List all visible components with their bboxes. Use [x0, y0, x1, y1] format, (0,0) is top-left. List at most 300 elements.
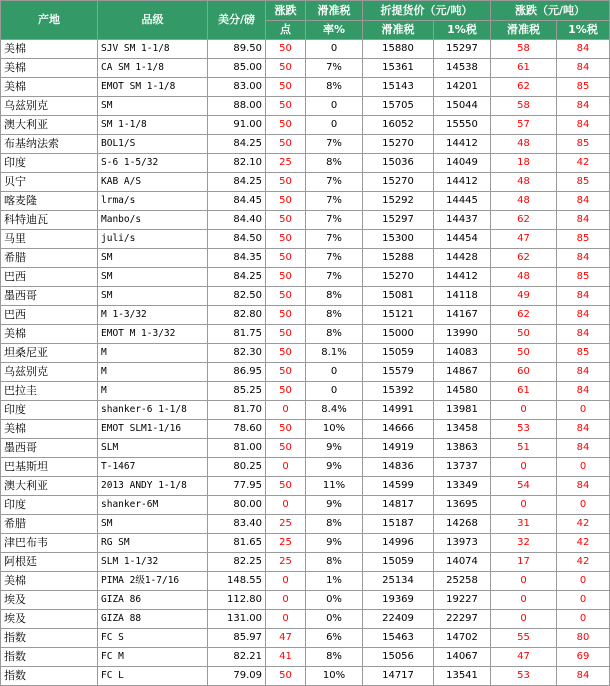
cell-quota-change: 61 — [491, 59, 557, 78]
cell-change-points: 50 — [266, 287, 306, 306]
cell-1pct-change: 84 — [557, 97, 610, 116]
cell-quota-price: 14599 — [363, 477, 434, 496]
table-row — [1, 211, 610, 230]
cell-origin: 科特迪瓦 — [1, 211, 98, 230]
cell-quota-rate: 8% — [306, 515, 363, 534]
cell-quota-price: 14836 — [363, 458, 434, 477]
cell-price: 84.25 — [208, 135, 266, 154]
cell-grade: SM — [98, 287, 208, 306]
cell-change-points: 25 — [266, 534, 306, 553]
table-row — [1, 667, 610, 686]
cell-quota-change: 32 — [491, 534, 557, 553]
cell-1pct-price: 14445 — [434, 192, 491, 211]
cell-1pct-change: 42 — [557, 553, 610, 572]
cell-change-points: 50 — [266, 78, 306, 97]
cell-1pct-change: 84 — [557, 249, 610, 268]
cell-quota-price: 15059 — [363, 553, 434, 572]
cell-origin: 美棉 — [1, 420, 98, 439]
cell-origin: 美棉 — [1, 59, 98, 78]
cell-quota-price: 15000 — [363, 325, 434, 344]
cell-price: 82.80 — [208, 306, 266, 325]
cell-1pct-change: 85 — [557, 268, 610, 287]
cell-1pct-price: 13695 — [434, 496, 491, 515]
cell-quota-rate: 8% — [306, 325, 363, 344]
cell-quota-rate: 8.4% — [306, 401, 363, 420]
cell-quota-change: 51 — [491, 439, 557, 458]
cell-price: 112.80 — [208, 591, 266, 610]
cell-1pct-price: 19227 — [434, 591, 491, 610]
cell-quota-price: 15121 — [363, 306, 434, 325]
cell-quota-rate: 7% — [306, 230, 363, 249]
cell-quota-change: 0 — [491, 496, 557, 515]
cell-quota-change: 49 — [491, 287, 557, 306]
cell-origin: 巴基斯坦 — [1, 458, 98, 477]
cell-quota-price: 16052 — [363, 116, 434, 135]
cell-quota-change: 0 — [491, 401, 557, 420]
cell-grade: SLM — [98, 439, 208, 458]
cell-1pct-change: 84 — [557, 192, 610, 211]
cell-change-points: 50 — [266, 249, 306, 268]
cell-quota-rate: 0 — [306, 40, 363, 59]
cell-grade: M — [98, 363, 208, 382]
cell-quota-rate: 1% — [306, 572, 363, 591]
cell-grade: SM — [98, 515, 208, 534]
table-row — [1, 230, 610, 249]
cell-grade: M — [98, 344, 208, 363]
cell-change-points: 0 — [266, 458, 306, 477]
cell-price: 91.00 — [208, 116, 266, 135]
cell-quota-change: 48 — [491, 192, 557, 211]
cell-quota-change: 31 — [491, 515, 557, 534]
cell-1pct-price: 14067 — [434, 648, 491, 667]
table-row — [1, 59, 610, 78]
cell-1pct-change: 84 — [557, 420, 610, 439]
cell-change-points: 0 — [266, 610, 306, 629]
table-row — [1, 306, 610, 325]
cell-quota-price: 15297 — [363, 211, 434, 230]
cell-quota-rate: 9% — [306, 439, 363, 458]
cell-quota-price: 15270 — [363, 173, 434, 192]
cell-origin: 美棉 — [1, 40, 98, 59]
table-row — [1, 97, 610, 116]
cell-origin: 澳大利亚 — [1, 477, 98, 496]
cell-price: 88.00 — [208, 97, 266, 116]
cell-grade: SM 1-1/8 — [98, 116, 208, 135]
cell-change-points: 50 — [266, 97, 306, 116]
cell-origin: 美棉 — [1, 572, 98, 591]
cell-quota-change: 0 — [491, 572, 557, 591]
cell-1pct-price: 14454 — [434, 230, 491, 249]
cell-origin: 马里 — [1, 230, 98, 249]
cell-origin: 埃及 — [1, 610, 98, 629]
cell-grade: SLM 1-1/32 — [98, 553, 208, 572]
cell-change-points: 50 — [266, 382, 306, 401]
cell-origin: 指数 — [1, 648, 98, 667]
cell-quota-rate: 7% — [306, 268, 363, 287]
cell-quota-rate: 8% — [306, 306, 363, 325]
table-row — [1, 648, 610, 667]
cell-1pct-price: 13737 — [434, 458, 491, 477]
cell-1pct-price: 13990 — [434, 325, 491, 344]
cell-quota-price: 15036 — [363, 154, 434, 173]
header-origin: 产地 — [1, 1, 98, 40]
cell-quota-rate: 9% — [306, 496, 363, 515]
cell-quota-rate: 7% — [306, 192, 363, 211]
cell-1pct-price: 22297 — [434, 610, 491, 629]
cell-1pct-price: 14074 — [434, 553, 491, 572]
cell-grade: 2013 ANDY 1-1/8 — [98, 477, 208, 496]
cell-price: 81.75 — [208, 325, 266, 344]
cell-quota-price: 14817 — [363, 496, 434, 515]
cell-1pct-price: 15297 — [434, 40, 491, 59]
cell-grade: SM — [98, 97, 208, 116]
cell-origin: 印度 — [1, 496, 98, 515]
cell-quota-price: 14991 — [363, 401, 434, 420]
table-row — [1, 591, 610, 610]
cell-origin: 希腊 — [1, 249, 98, 268]
cell-change-points: 50 — [266, 230, 306, 249]
cell-1pct-change: 84 — [557, 382, 610, 401]
cell-quota-rate: 0% — [306, 591, 363, 610]
table-row — [1, 154, 610, 173]
cell-quota-change: 58 — [491, 97, 557, 116]
cell-quota-change: 0 — [491, 610, 557, 629]
cell-origin: 巴西 — [1, 268, 98, 287]
cell-quota-change: 60 — [491, 363, 557, 382]
cell-quota-price: 15705 — [363, 97, 434, 116]
table-row — [1, 420, 610, 439]
cell-grade: GIZA 86 — [98, 591, 208, 610]
cell-quota-price: 15288 — [363, 249, 434, 268]
cell-quota-change: 48 — [491, 268, 557, 287]
table-header — [1, 1, 610, 40]
cell-quota-rate: 10% — [306, 420, 363, 439]
cell-1pct-price: 14167 — [434, 306, 491, 325]
cell-quota-change: 18 — [491, 154, 557, 173]
cell-grade: KAB A/S — [98, 173, 208, 192]
cell-1pct-price: 14201 — [434, 78, 491, 97]
cell-quota-rate: 7% — [306, 173, 363, 192]
cell-origin: 乌兹别克 — [1, 97, 98, 116]
cell-1pct-change: 84 — [557, 477, 610, 496]
cell-quota-change: 62 — [491, 78, 557, 97]
cell-change-points: 25 — [266, 553, 306, 572]
cell-1pct-price: 14428 — [434, 249, 491, 268]
cell-price: 84.25 — [208, 173, 266, 192]
cell-quota-price: 15270 — [363, 135, 434, 154]
cell-quota-price: 15059 — [363, 344, 434, 363]
cell-grade: M 1-3/32 — [98, 306, 208, 325]
cell-grade: EMOT SLM1-1/16 — [98, 420, 208, 439]
cell-1pct-price: 14867 — [434, 363, 491, 382]
cell-1pct-price: 13981 — [434, 401, 491, 420]
cell-quota-rate: 8% — [306, 553, 363, 572]
cell-change-points: 25 — [266, 515, 306, 534]
cell-price: 82.25 — [208, 553, 266, 572]
cell-1pct-price: 14412 — [434, 268, 491, 287]
cell-1pct-price: 14083 — [434, 344, 491, 363]
cell-quota-price: 15392 — [363, 382, 434, 401]
cell-1pct-price: 14538 — [434, 59, 491, 78]
cell-origin: 乌兹别克 — [1, 363, 98, 382]
cell-1pct-change: 84 — [557, 363, 610, 382]
cell-grade: CA SM 1-1/8 — [98, 59, 208, 78]
cell-quota-rate: 7% — [306, 211, 363, 230]
cell-price: 80.00 — [208, 496, 266, 515]
table-row — [1, 192, 610, 211]
cell-change-points: 50 — [266, 363, 306, 382]
cell-1pct-change: 69 — [557, 648, 610, 667]
cell-quota-price: 14717 — [363, 667, 434, 686]
cell-origin: 墨西哥 — [1, 439, 98, 458]
cell-1pct-price: 14437 — [434, 211, 491, 230]
cell-change-points: 50 — [266, 420, 306, 439]
cell-quota-change: 55 — [491, 629, 557, 648]
cell-change-points: 50 — [266, 211, 306, 230]
cell-grade: PIMA 2级1-7/16 — [98, 572, 208, 591]
cell-1pct-change: 42 — [557, 515, 610, 534]
cell-change-points: 50 — [266, 477, 306, 496]
cell-grade: BOL1/S — [98, 135, 208, 154]
table-row — [1, 572, 610, 591]
cell-grade: shanker-6 1-1/8 — [98, 401, 208, 420]
cell-1pct-price: 15044 — [434, 97, 491, 116]
cell-grade: lrma/s — [98, 192, 208, 211]
table-row — [1, 553, 610, 572]
header-price: 美分/磅 — [208, 1, 266, 40]
cell-change-points: 50 — [266, 268, 306, 287]
table-row — [1, 515, 610, 534]
cell-quota-price: 15579 — [363, 363, 434, 382]
cell-price: 84.35 — [208, 249, 266, 268]
cell-origin: 埃及 — [1, 591, 98, 610]
cell-quota-change: 50 — [491, 344, 557, 363]
cell-price: 83.00 — [208, 78, 266, 97]
cell-quota-price: 15300 — [363, 230, 434, 249]
cell-change-points: 0 — [266, 572, 306, 591]
cell-origin: 贝宁 — [1, 173, 98, 192]
cell-1pct-price: 13541 — [434, 667, 491, 686]
cell-1pct-change: 42 — [557, 154, 610, 173]
cell-quota-price: 15361 — [363, 59, 434, 78]
cell-1pct-change: 0 — [557, 458, 610, 477]
table-row — [1, 363, 610, 382]
cell-1pct-change: 80 — [557, 629, 610, 648]
cell-change-points: 0 — [266, 591, 306, 610]
cell-quota-price: 15081 — [363, 287, 434, 306]
cell-change-points: 50 — [266, 40, 306, 59]
cell-price: 89.50 — [208, 40, 266, 59]
cell-quota-price: 15463 — [363, 629, 434, 648]
cell-1pct-change: 85 — [557, 78, 610, 97]
cell-quota-rate: 10% — [306, 667, 363, 686]
cell-change-points: 50 — [266, 173, 306, 192]
cell-1pct-price: 14268 — [434, 515, 491, 534]
cell-1pct-price: 14049 — [434, 154, 491, 173]
cell-quota-price: 15270 — [363, 268, 434, 287]
cell-change-points: 50 — [266, 135, 306, 154]
cell-grade: SJV SM 1-1/8 — [98, 40, 208, 59]
cell-quota-rate: 9% — [306, 534, 363, 553]
table-row — [1, 629, 610, 648]
cell-price: 131.00 — [208, 610, 266, 629]
cell-price: 81.70 — [208, 401, 266, 420]
cell-grade: M — [98, 382, 208, 401]
cell-price: 82.10 — [208, 154, 266, 173]
cell-price: 82.21 — [208, 648, 266, 667]
cell-grade: Manbo/s — [98, 211, 208, 230]
cell-1pct-change: 84 — [557, 439, 610, 458]
cell-quota-change: 47 — [491, 230, 557, 249]
cell-quota-price: 19369 — [363, 591, 434, 610]
cell-1pct-change: 0 — [557, 610, 610, 629]
cell-change-points: 50 — [266, 192, 306, 211]
cell-change-points: 25 — [266, 154, 306, 173]
cell-price: 77.95 — [208, 477, 266, 496]
cell-grade: FC M — [98, 648, 208, 667]
cell-price: 82.50 — [208, 287, 266, 306]
cell-price: 85.00 — [208, 59, 266, 78]
cell-1pct-price: 13458 — [434, 420, 491, 439]
table-row — [1, 268, 610, 287]
table-row — [1, 173, 610, 192]
cell-origin: 指数 — [1, 667, 98, 686]
header-sub-1pct-change: 1%税 — [557, 21, 610, 40]
header-change: 涨跌 — [266, 1, 306, 21]
cell-1pct-change: 85 — [557, 135, 610, 154]
cell-1pct-price: 13349 — [434, 477, 491, 496]
cell-1pct-change: 0 — [557, 496, 610, 515]
cell-1pct-price: 14412 — [434, 135, 491, 154]
cell-price: 83.40 — [208, 515, 266, 534]
cell-quota-rate: 6% — [306, 629, 363, 648]
cell-1pct-change: 84 — [557, 40, 610, 59]
cell-1pct-change: 84 — [557, 287, 610, 306]
cell-quota-rate: 9% — [306, 458, 363, 477]
table-row — [1, 610, 610, 629]
cell-1pct-change: 0 — [557, 591, 610, 610]
cell-change-points: 47 — [266, 629, 306, 648]
cell-origin: 希腊 — [1, 515, 98, 534]
cell-quota-price: 15056 — [363, 648, 434, 667]
cell-grade: FC L — [98, 667, 208, 686]
cell-quota-change: 54 — [491, 477, 557, 496]
cell-price: 85.97 — [208, 629, 266, 648]
cell-quota-price: 14919 — [363, 439, 434, 458]
cell-origin: 巴拉圭 — [1, 382, 98, 401]
table-row — [1, 401, 610, 420]
cell-quota-rate: 0 — [306, 97, 363, 116]
cell-quota-price: 14996 — [363, 534, 434, 553]
table-row — [1, 78, 610, 97]
cell-quota-rate: 7% — [306, 59, 363, 78]
cell-quota-change: 61 — [491, 382, 557, 401]
cell-quota-price: 15143 — [363, 78, 434, 97]
cell-grade: SM — [98, 268, 208, 287]
cell-quota-change: 50 — [491, 325, 557, 344]
cell-change-points: 50 — [266, 667, 306, 686]
cell-quota-price: 22409 — [363, 610, 434, 629]
cell-change-points: 50 — [266, 116, 306, 135]
header-quota-rate: 滑准税 — [306, 1, 363, 21]
cell-quota-rate: 8% — [306, 154, 363, 173]
cell-1pct-change: 84 — [557, 667, 610, 686]
cell-origin: 阿根廷 — [1, 553, 98, 572]
cell-origin: 指数 — [1, 629, 98, 648]
cell-1pct-price: 14580 — [434, 382, 491, 401]
cell-1pct-change: 85 — [557, 230, 610, 249]
cell-origin: 巴西 — [1, 306, 98, 325]
cell-quota-change: 0 — [491, 458, 557, 477]
cell-quota-price: 14666 — [363, 420, 434, 439]
cell-change-points: 0 — [266, 496, 306, 515]
header-quota-rate-unit: 率% — [306, 21, 363, 40]
cell-1pct-change: 84 — [557, 306, 610, 325]
table-row — [1, 325, 610, 344]
cell-quota-rate: 0% — [306, 610, 363, 629]
cell-1pct-change: 42 — [557, 534, 610, 553]
header-change-cny: 涨跌（元/吨） — [491, 1, 610, 21]
cell-origin: 津巴布韦 — [1, 534, 98, 553]
cell-change-points: 50 — [266, 344, 306, 363]
header-sub-quota: 滑准税 — [363, 21, 434, 40]
cell-quota-change: 62 — [491, 211, 557, 230]
cell-quota-rate: 0 — [306, 382, 363, 401]
cell-quota-rate: 11% — [306, 477, 363, 496]
header-grade: 品级 — [98, 1, 208, 40]
cell-grade: S-6 1-5/32 — [98, 154, 208, 173]
cell-1pct-change: 84 — [557, 59, 610, 78]
cell-origin: 布基纳法索 — [1, 135, 98, 154]
table-row — [1, 458, 610, 477]
table-row — [1, 249, 610, 268]
cell-quota-price: 15880 — [363, 40, 434, 59]
cell-quota-change: 57 — [491, 116, 557, 135]
cell-quota-change: 17 — [491, 553, 557, 572]
cell-1pct-price: 13863 — [434, 439, 491, 458]
cell-change-points: 50 — [266, 59, 306, 78]
cell-1pct-change: 0 — [557, 401, 610, 420]
cell-origin: 澳大利亚 — [1, 116, 98, 135]
cell-origin: 印度 — [1, 154, 98, 173]
cell-origin: 美棉 — [1, 78, 98, 97]
cell-change-points: 50 — [266, 325, 306, 344]
cell-origin: 坦桑尼亚 — [1, 344, 98, 363]
cell-grade: EMOT M 1-3/32 — [98, 325, 208, 344]
cell-1pct-change: 84 — [557, 325, 610, 344]
cell-quota-rate: 8% — [306, 78, 363, 97]
cell-1pct-price: 14118 — [434, 287, 491, 306]
cell-quota-change: 48 — [491, 173, 557, 192]
header-sub-quota-change: 滑准税 — [491, 21, 557, 40]
cell-change-points: 0 — [266, 401, 306, 420]
cell-grade: juli/s — [98, 230, 208, 249]
cell-quota-rate: 7% — [306, 135, 363, 154]
cell-price: 81.65 — [208, 534, 266, 553]
table-row — [1, 477, 610, 496]
cell-1pct-change: 0 — [557, 572, 610, 591]
cell-quota-change: 62 — [491, 306, 557, 325]
header-sub-1pct: 1%税 — [434, 21, 491, 40]
cell-price: 148.55 — [208, 572, 266, 591]
cell-1pct-price: 15550 — [434, 116, 491, 135]
cell-1pct-price: 14702 — [434, 629, 491, 648]
cell-1pct-price: 13973 — [434, 534, 491, 553]
table-row — [1, 287, 610, 306]
cell-change-points: 50 — [266, 439, 306, 458]
cell-grade: shanker-6M — [98, 496, 208, 515]
cell-quota-price: 15292 — [363, 192, 434, 211]
